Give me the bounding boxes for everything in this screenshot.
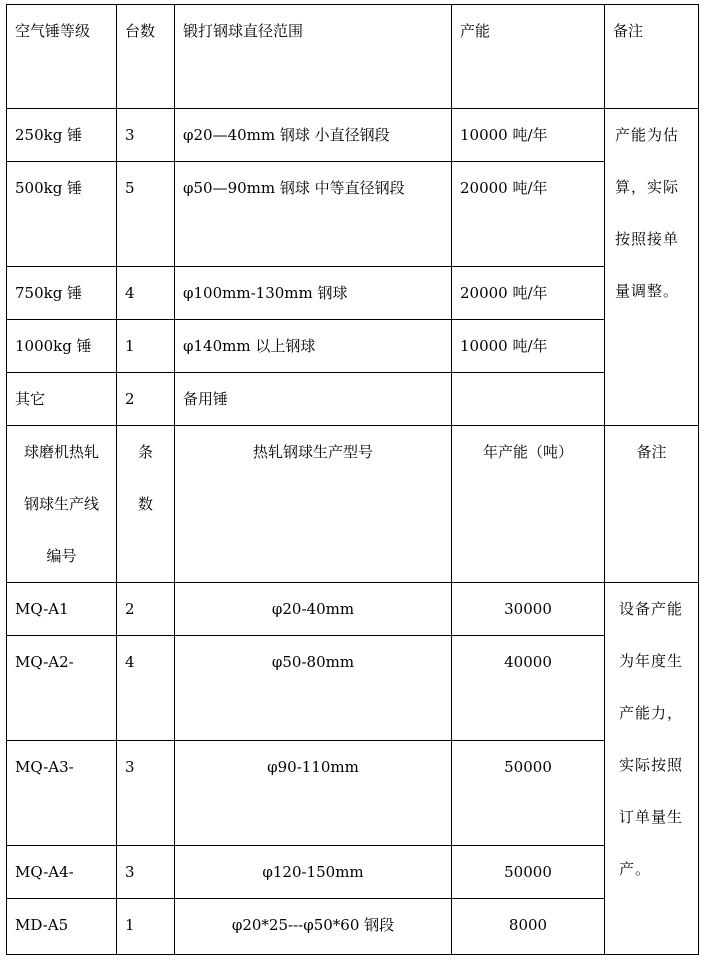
capacity-table	[6, 4, 699, 955]
header-ball-model: 热轧钢球生产型号	[175, 426, 452, 583]
ball-range: 备用锤	[175, 373, 452, 426]
table-row	[7, 899, 699, 955]
hammer-grade: 250kg 锤	[7, 109, 117, 162]
header-hammer-grade: 空气锤等级	[7, 5, 117, 109]
line-count: 1	[117, 899, 175, 955]
table2-note: 设备产能为年度生产能力，实际按照订单量生产。	[605, 583, 699, 955]
annual-capacity: 40000	[452, 636, 605, 741]
header-remarks: 备注	[605, 5, 699, 109]
line-id: MD-A5	[7, 899, 117, 955]
hammer-grade: 1000kg 锤	[7, 320, 117, 373]
line-count: 4	[117, 636, 175, 741]
unit-count: 5	[117, 162, 175, 267]
table-row	[7, 320, 699, 373]
line-id: MQ-A2-	[7, 636, 117, 741]
line-count: 3	[117, 741, 175, 846]
header-line-id: 球磨机热轧钢球生产线编号	[7, 426, 117, 583]
unit-count: 2	[117, 373, 175, 426]
table2-header-row	[7, 426, 699, 583]
line-count: 3	[117, 846, 175, 899]
annual-capacity: 8000	[452, 899, 605, 955]
annual-capacity: 30000	[452, 583, 605, 636]
line-id: MQ-A4-	[7, 846, 117, 899]
ball-model: φ90-110mm	[175, 741, 452, 846]
hammer-grade: 其它	[7, 373, 117, 426]
table1-note: 产能为估算，实际按照接单量调整。	[605, 109, 699, 426]
ball-model: φ20-40mm	[175, 583, 452, 636]
hammer-grade: 500kg 锤	[7, 162, 117, 267]
ball-model: φ120-150mm	[175, 846, 452, 899]
table1-header-row	[7, 5, 699, 109]
ball-range: φ100mm-130mm 钢球	[175, 267, 452, 320]
ball-model: φ50-80mm	[175, 636, 452, 741]
table-row	[7, 846, 699, 899]
capacity: 10000 吨/年	[452, 109, 605, 162]
capacity	[452, 373, 605, 426]
table-row	[7, 741, 699, 846]
ball-range: φ50—90mm 钢球 中等直径钢段	[175, 162, 452, 267]
unit-count: 1	[117, 320, 175, 373]
line-count: 2	[117, 583, 175, 636]
annual-capacity: 50000	[452, 741, 605, 846]
annual-capacity: 50000	[452, 846, 605, 899]
header-forged-ball-range: 锻打钢球直径范围	[175, 5, 452, 109]
unit-count: 4	[117, 267, 175, 320]
table-row	[7, 636, 699, 741]
header-line-count: 条数	[117, 426, 175, 583]
hammer-grade: 750kg 锤	[7, 267, 117, 320]
line-id: MQ-A1	[7, 583, 117, 636]
capacity: 20000 吨/年	[452, 267, 605, 320]
table-row	[7, 267, 699, 320]
line-id: MQ-A3-	[7, 741, 117, 846]
capacity: 10000 吨/年	[452, 320, 605, 373]
header-unit-count: 台数	[117, 5, 175, 109]
table-row	[7, 162, 699, 267]
table-row	[7, 373, 699, 426]
table-row	[7, 109, 699, 162]
header-annual-capacity: 年产能（吨）	[452, 426, 605, 583]
capacity: 20000 吨/年	[452, 162, 605, 267]
unit-count: 3	[117, 109, 175, 162]
ball-model: φ20*25---φ50*60 钢段	[175, 899, 452, 955]
table-row	[7, 583, 699, 636]
ball-range: φ140mm 以上钢球	[175, 320, 452, 373]
ball-range: φ20—40mm 钢球 小直径钢段	[175, 109, 452, 162]
header-remarks-2: 备注	[605, 426, 699, 583]
header-capacity: 产能	[452, 5, 605, 109]
